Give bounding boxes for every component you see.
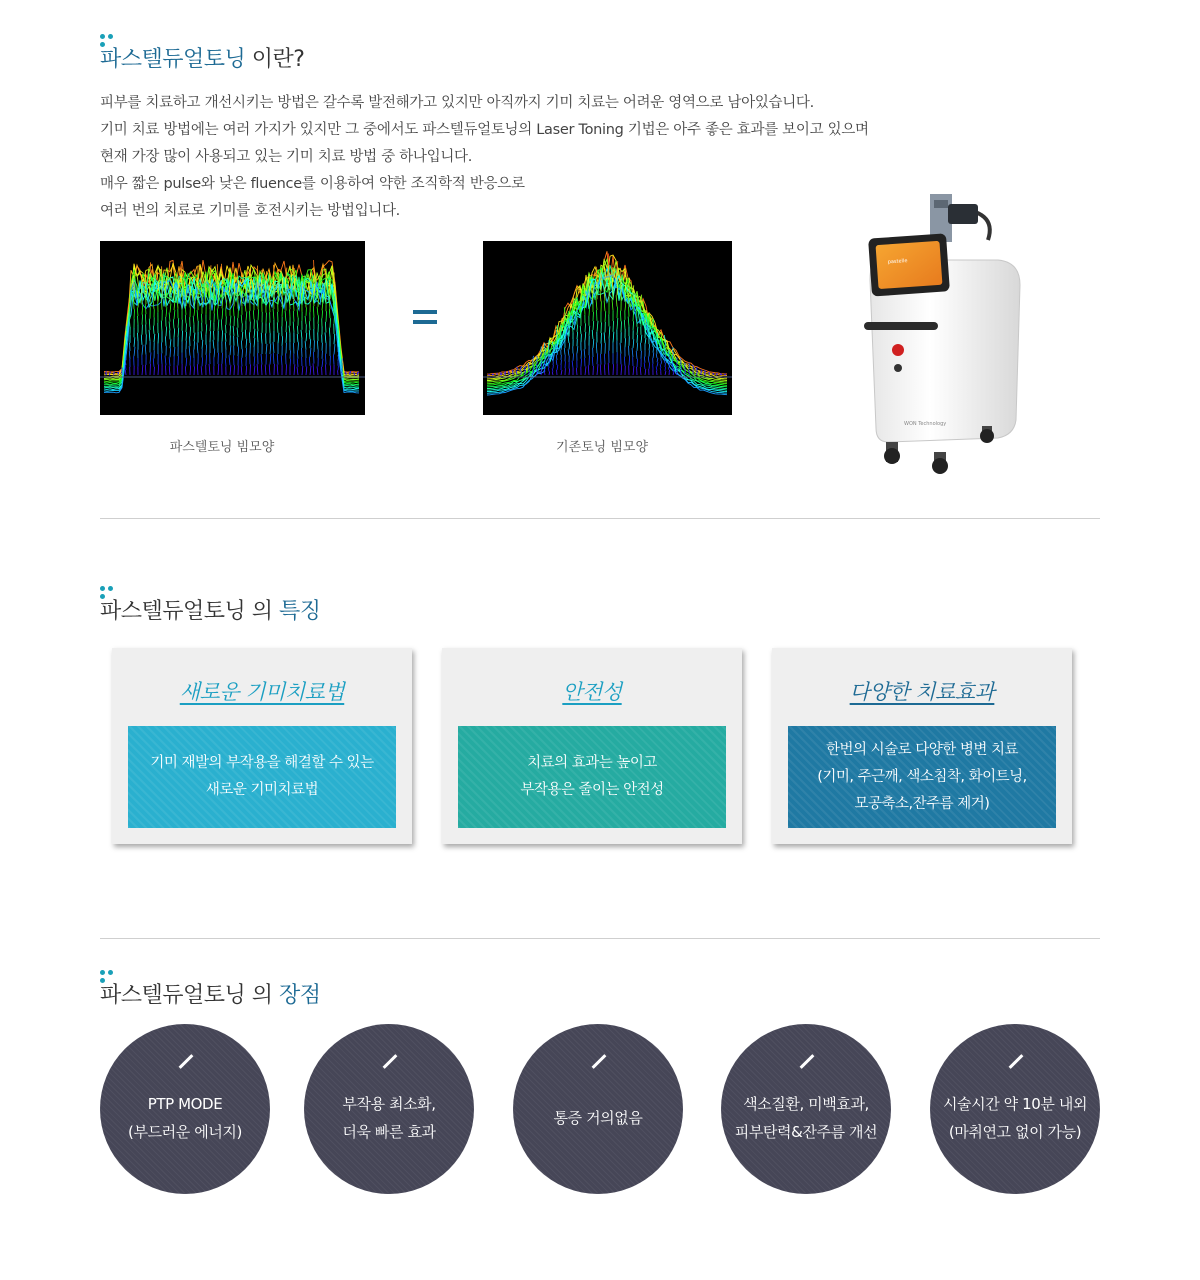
advantage-line: 색소질환, 미백효과, [743,1095,869,1113]
feature-card-line: 치료의 효과는 높이고 [527,755,657,771]
device-brand-text: WON Technology [904,421,947,427]
intro-line: 매우 짧은 pulse와 낮은 fluence를 이용하여 약한 조직학적 반응으로 [100,176,525,192]
title-product-name: 파스텔듀얼토닝 [100,47,246,72]
feature-card [112,648,412,844]
feature-card-body [458,726,726,828]
pastel-beam-profile-image [100,241,365,415]
feature-card-line: 한번의 시술로 다양한 병변 치료 [825,741,1019,758]
title-suffix: 이란? [245,47,305,72]
bullet-dots-icon [98,586,118,602]
title-product-name: 파스텔듀얼토닝 의 [100,983,280,1008]
bullet-dots-icon [98,34,118,50]
title-product-name: 파스텔듀얼토닝 의 [100,599,280,624]
feature-card-line: 부작용은 줄이는 안전성 [520,782,664,798]
intro-line: 기미 치료 방법에는 여러 가지가 있지만 그 중에서도 파스텔듀얼토닝의 Laser Toning 기법은 아주 좋은 효과를 보이고 있으며 [100,122,869,138]
caption-pastel-beam: 파스텔토닝 빔모양 [169,440,275,455]
advantage-line: 피부탄력&잔주름 개선 [734,1123,878,1141]
title-accent: 장점 [279,983,321,1008]
feature-card-line: 새로운 기미치료법 [205,782,319,798]
feature-card-line: 모공축소,잔주름 제거) [854,795,990,812]
bullet-dots-icon [98,970,118,986]
feature-card-line: (기미, 주근깨, 색소침착, 화이트닝, [817,768,1027,785]
feature-card-title: 안전성 [562,680,622,704]
section-divider [100,518,1100,519]
advantage-circle [513,1024,683,1194]
feature-card-title: 다양한 치료효과 [849,680,995,704]
section-title-advantages [100,978,321,1009]
intro-line: 현재 가장 많이 사용되고 있는 기미 치료 방법 중 하나입니다. [100,149,473,165]
slash-icon [1009,1054,1024,1069]
advantage-circle [721,1024,891,1194]
feature-card [442,648,742,844]
advantage-line: (마취연고 없이 가능) [948,1123,1082,1141]
advantage-line: 시술시간 약 10분 내외 [942,1095,1088,1113]
advantage-line: 부작용 최소화, [342,1095,436,1113]
laser-device-image [848,190,1028,490]
advantage-line: PTP MODE [147,1095,223,1113]
intro-line: 피부를 치료하고 개선시키는 방법은 갈수록 발전해가고 있지만 아직까지 기미 치료는 어려운 영역으로 남아있습니다. [100,95,814,111]
slash-icon [179,1054,194,1069]
feature-card-title: 새로운 기미치료법 [179,680,345,704]
advantage-circle [930,1024,1100,1194]
equals-icon [413,310,437,330]
device-screen-text: pastelle [887,258,908,266]
title-accent: 특징 [279,599,321,624]
caption-conventional-beam: 기존토닝 빔모양 [555,440,649,455]
section-title-what-is [100,42,304,73]
slash-icon [800,1054,815,1069]
feature-card-body [128,726,396,828]
conventional-beam-profile-image [483,241,732,415]
advantage-circle [304,1024,474,1194]
advantage-line: 통증 거의없음 [553,1109,643,1127]
feature-card [772,648,1072,844]
advantage-circle [100,1024,270,1194]
slash-icon [592,1054,607,1069]
section-divider [100,938,1100,939]
feature-card-body [788,726,1056,828]
advantage-line: 더욱 빠른 효과 [342,1123,436,1141]
feature-card-line: 기미 재발의 부작용을 해결할 수 있는 [150,755,374,771]
slash-icon [383,1054,398,1069]
section-title-features [100,594,321,625]
advantage-line: (부드러운 에너지) [128,1123,242,1141]
intro-line: 여러 번의 치료로 기미를 호전시키는 방법입니다. [100,203,400,219]
